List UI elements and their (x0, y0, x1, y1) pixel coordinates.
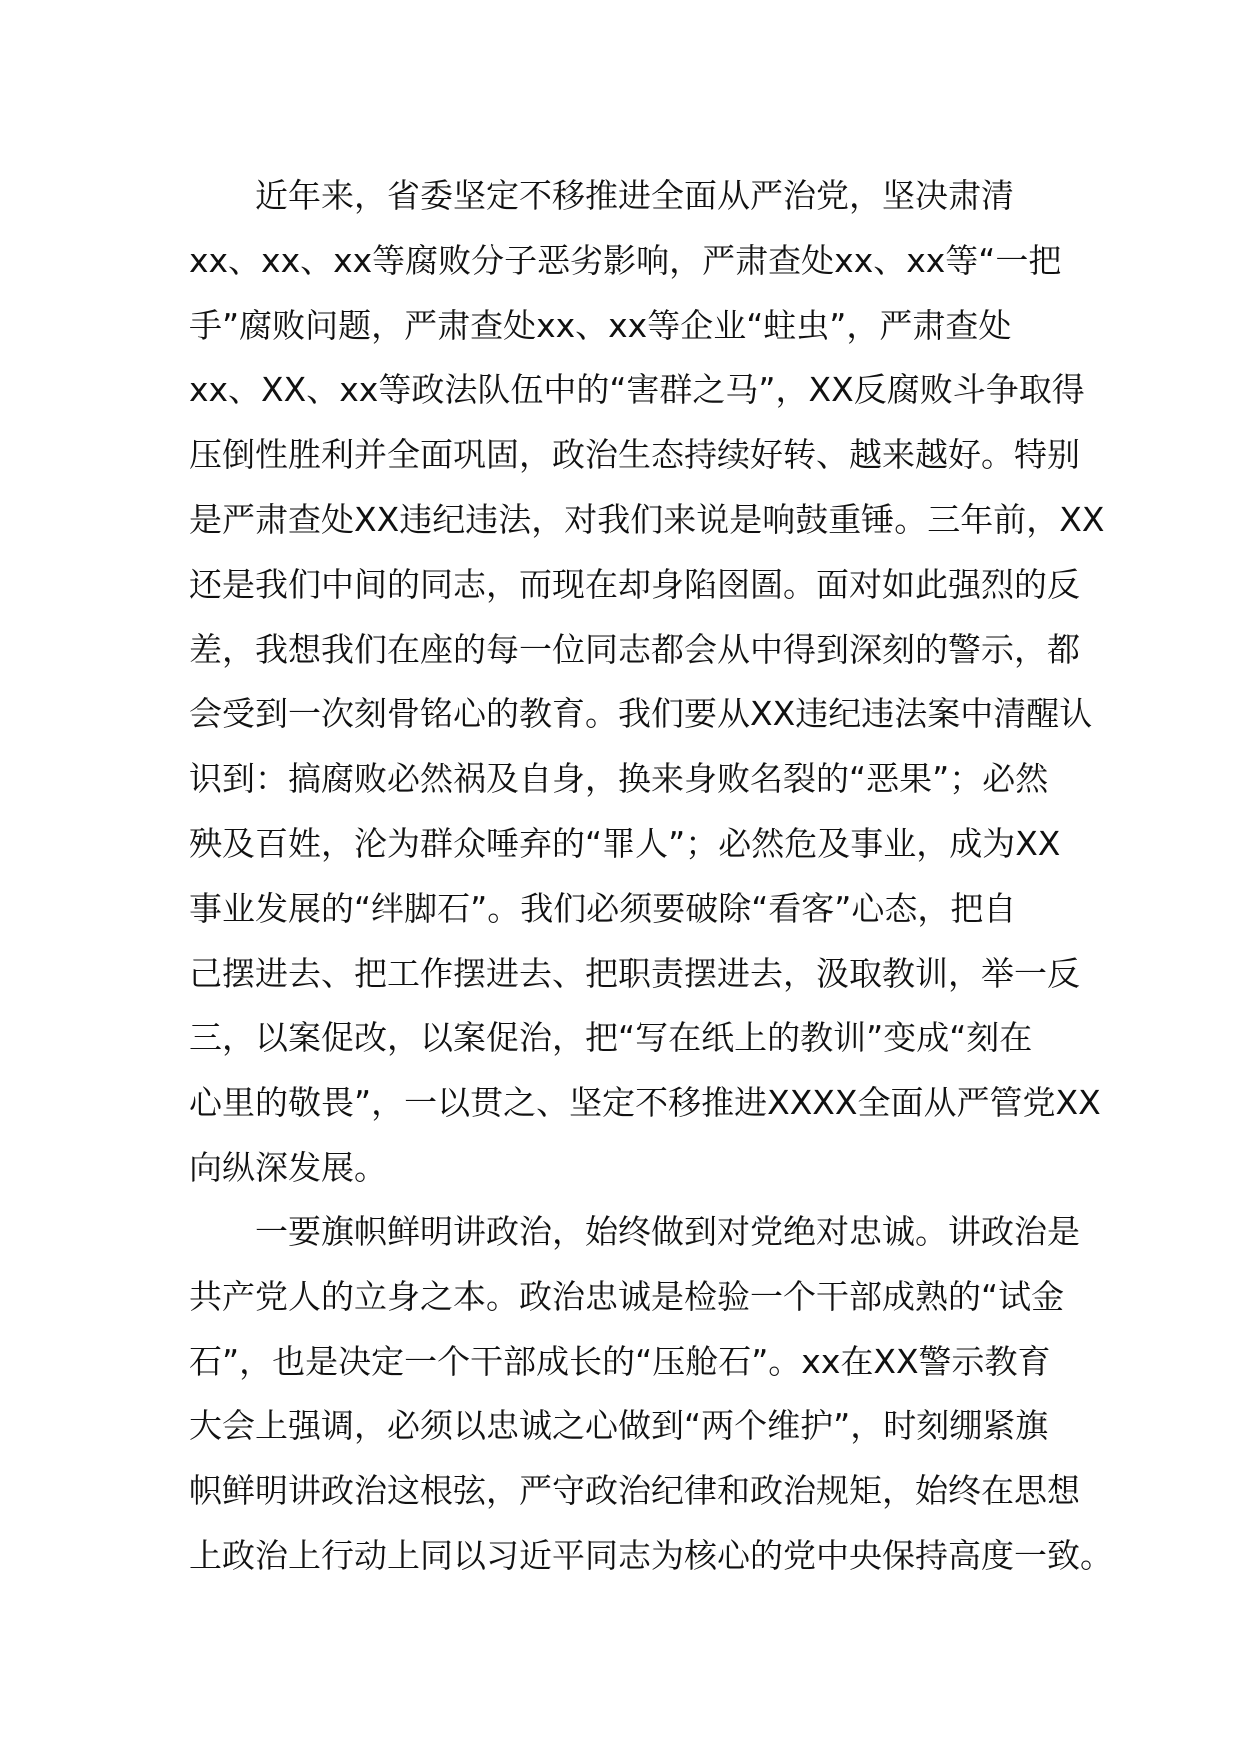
paragraph-line: 会受到一次刻骨铭心的教育。我们要从XX违纪违法案中清醒认 (189, 694, 1093, 734)
paragraph-line: 向纵深发展。 (189, 1147, 387, 1187)
paragraph-line: xx、xx、xx等腐败分子恶劣影响，严肃查处xx、xx等“一把 (189, 240, 1062, 280)
paragraph-line: 一要旗帜鲜明讲政治，始终做到对党绝对忠诚。讲政治是 (189, 1212, 1080, 1251)
paragraph-line: 大会上强调，必须以忠诚之心做到“两个维护”，时刻绷紧旗 (189, 1406, 1049, 1446)
paragraph-line: 己摆进去、把工作摆进去、把职责摆进去，汲取教训，举一反 (189, 953, 1080, 993)
paragraph-line: 手”腐败问题，严肃查处xx、xx等企业“蛀虫”，严肃查处 (189, 305, 1012, 345)
paragraph-line: 帜鲜明讲政治这根弦，严守政治纪律和政治规矩，始终在思想 (189, 1471, 1080, 1511)
paragraph-line: 上政治上行动上同以习近平同志为核心的党中央保持高度一致。 (189, 1535, 1113, 1575)
paragraph-1 (189, 164, 1105, 1201)
paragraph-line: 是严肃查处XX违纪违法，对我们来说是响鼓重锤。三年前，XX (189, 499, 1105, 539)
paragraph-line: 压倒性胜利并全面巩固，政治生态持续好转、越来越好。特别 (189, 435, 1080, 475)
paragraph-line: 三，以案促改，以案促治，把“写在纸上的教训”变成“刻在 (189, 1018, 1033, 1058)
paragraph-line: 殃及百姓，沦为群众唾弃的“罪人”；必然危及事业，成为XX (189, 823, 1061, 863)
paragraph-line: 还是我们中间的同志，而现在却身陷囹圄。面对如此强烈的反 (189, 564, 1080, 604)
paragraph-line: 共产党人的立身之本。政治忠诚是检验一个干部成熟的“试金 (189, 1276, 1065, 1316)
paragraph-line: 事业发展的“绊脚石”。我们必须要破除“看客”心态，把自 (189, 888, 1017, 928)
paragraph-line: xx、XX、xx等政法队伍中的“害群之马”，XX反腐败斗争取得 (189, 370, 1085, 410)
paragraph-2 (189, 1200, 1113, 1589)
paragraph-line: 差，我想我们在座的每一位同志都会从中得到深刻的警示，都 (189, 629, 1080, 669)
paragraph-line: 心里的敬畏”，一以贯之、坚定不移推进XXXX全面从严管党XX (189, 1083, 1101, 1123)
paragraph-line: 石”，也是决定一个干部成长的“压舱石”。xx在XX警示教育 (189, 1341, 1051, 1381)
paragraph-line: 近年来，省委坚定不移推进全面从严治党，坚决肃清 (189, 176, 1014, 215)
paragraph-line: 识到：搞腐败必然祸及自身，换来身败名裂的“恶果”；必然 (189, 759, 1049, 799)
